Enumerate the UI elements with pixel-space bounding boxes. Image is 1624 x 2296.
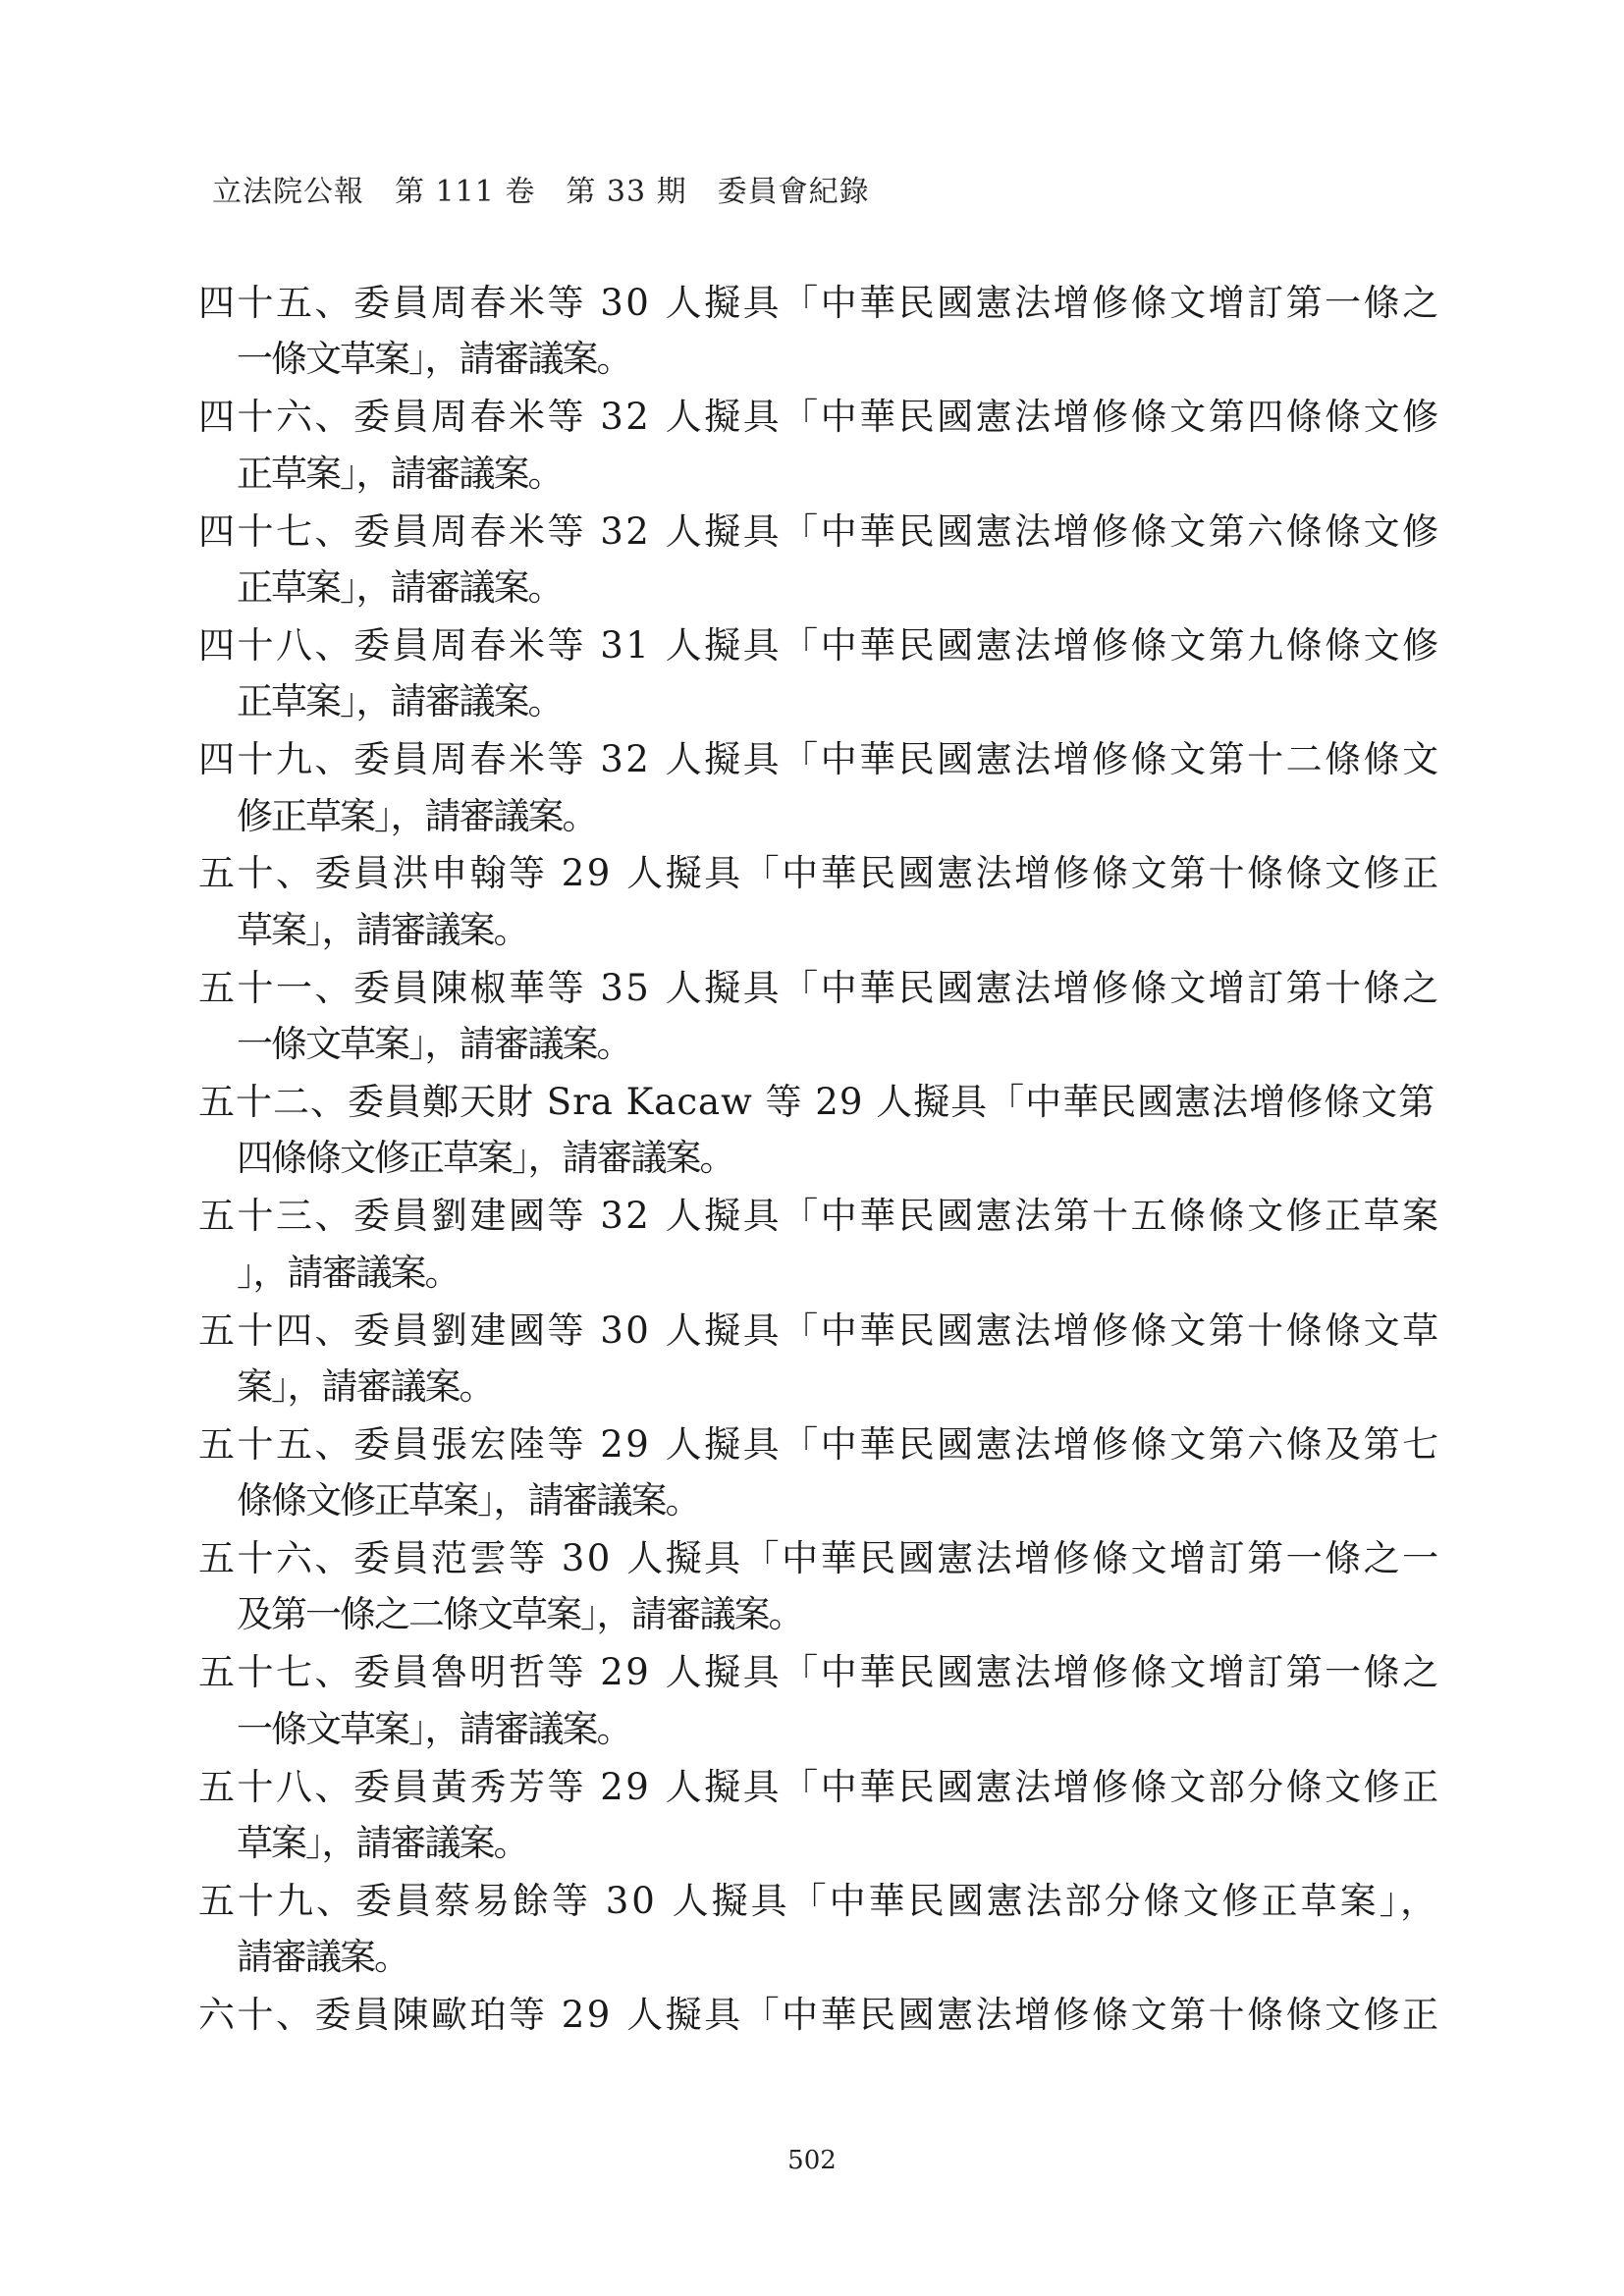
agenda-item [198, 1873, 1443, 1986]
agenda-item [198, 1188, 1443, 1301]
agenda-item [198, 1416, 1443, 1529]
agenda-item-text: 五十四、委員劉建國等 30 人擬具「中華民國憲法增修條文第十條條文草 [198, 1308, 1441, 1352]
page-number: 502 [787, 2146, 837, 2175]
agenda-item [198, 1303, 1443, 1415]
agenda-item-text: 四十九、委員周春米等 32 人擬具「中華民國憲法增修條文第十二條條文 [198, 738, 1441, 781]
agenda-item-text: 五十二、委員鄭天財 Sra Kacaw 等 29 人擬具「中華民國憲法增修條文第 [198, 1080, 1436, 1123]
agenda-item-continuation: 條條文修正草案」，請審議案。 [237, 1479, 700, 1522]
agenda-item [198, 960, 1443, 1073]
agenda-item-continuation: 一條文草案」，請審議案。 [237, 1707, 631, 1750]
agenda-item-continuation: 請審議案。 [237, 1936, 408, 1979]
agenda-item-text: 四十七、委員周春米等 32 人擬具「中華民國憲法增修條文第六條條文修 [198, 509, 1441, 553]
agenda-item-text: 六十、委員陳歐珀等 29 人擬具「中華民國憲法增修條文第十條條文修正 [198, 1994, 1441, 2037]
agenda-item-continuation: 一條文草案」，請審議案。 [237, 338, 631, 381]
agenda-item-continuation: 及第一條之二條文草案」，請審議案。 [237, 1593, 803, 1636]
agenda-item [198, 1074, 1443, 1187]
agenda-item-continuation: 修正草案」，請審議案。 [237, 794, 597, 837]
agenda-item-text: 五十一、委員陳椒華等 35 人擬具「中華民國憲法增修條文增訂第十條之 [198, 966, 1441, 1009]
agenda-item-continuation: 」，請審議案。 [237, 1251, 460, 1294]
agenda-item-text: 五十九、委員蔡易餘等 30 人擬具「中華民國憲法部分條文修正草案」， [198, 1879, 1440, 1922]
running-header: 立法院公報 第 111 卷 第 33 期 委員會紀錄 [212, 175, 870, 209]
agenda-item-text: 五十六、委員范雲等 30 人擬具「中華民國憲法增修條文增訂第一條之一 [198, 1537, 1441, 1580]
agenda-item-continuation: 案」，請審議案。 [237, 1364, 494, 1408]
agenda-item [198, 731, 1443, 844]
agenda-item-continuation: 四條條文修正草案」，請審議案。 [237, 1137, 734, 1180]
agenda-item-text: 四十六、委員周春米等 32 人擬具「中華民國憲法增修條文第四條條文修 [198, 396, 1441, 439]
agenda-item-text: 四十八、委員周春米等 31 人擬具「中華民國憲法增修條文第九條條文修 [198, 623, 1441, 667]
agenda-item-text: 五十八、委員黃秀芳等 29 人擬具「中華民國憲法增修條文部分條文修正 [198, 1765, 1441, 1808]
agenda-item [198, 1987, 1443, 2043]
agenda-item-continuation: 正草案」，請審議案。 [237, 452, 563, 495]
agenda-item-text: 五十、委員洪申翰等 29 人擬具「中華民國憲法增修條文第十條條文修正 [198, 852, 1441, 895]
agenda-item-continuation: 正草案」，請審議案。 [237, 565, 563, 609]
agenda-item [198, 617, 1443, 730]
agenda-item [198, 845, 1443, 958]
agenda-item-text: 五十三、委員劉建國等 32 人擬具「中華民國憲法第十五條條文修正草案 [198, 1195, 1441, 1238]
agenda-item-text: 四十五、委員周春米等 30 人擬具「中華民國憲法增修條文增訂第一條之 [198, 282, 1441, 324]
agenda-item [198, 389, 1443, 502]
agenda-item [198, 504, 1443, 616]
agenda-item-text: 五十五、委員張宏陸等 29 人擬具「中華民國憲法增修條文第六條及第七 [198, 1422, 1441, 1466]
agenda-item-continuation: 草案」，請審議案。 [237, 1822, 528, 1865]
agenda-item [198, 275, 1443, 388]
agenda-item-text: 五十七、委員魯明哲等 29 人擬具「中華民國憲法增修條文增訂第一條之 [198, 1651, 1441, 1694]
agenda-item [198, 1530, 1443, 1643]
agenda-item-continuation: 正草案」，請審議案。 [237, 680, 563, 723]
agenda-item-continuation: 草案」，請審議案。 [237, 908, 528, 951]
agenda-list [198, 275, 1443, 2045]
agenda-item-continuation: 一條文草案」，請審議案。 [237, 1023, 631, 1066]
agenda-item [198, 1759, 1443, 1872]
agenda-item [198, 1644, 1443, 1757]
